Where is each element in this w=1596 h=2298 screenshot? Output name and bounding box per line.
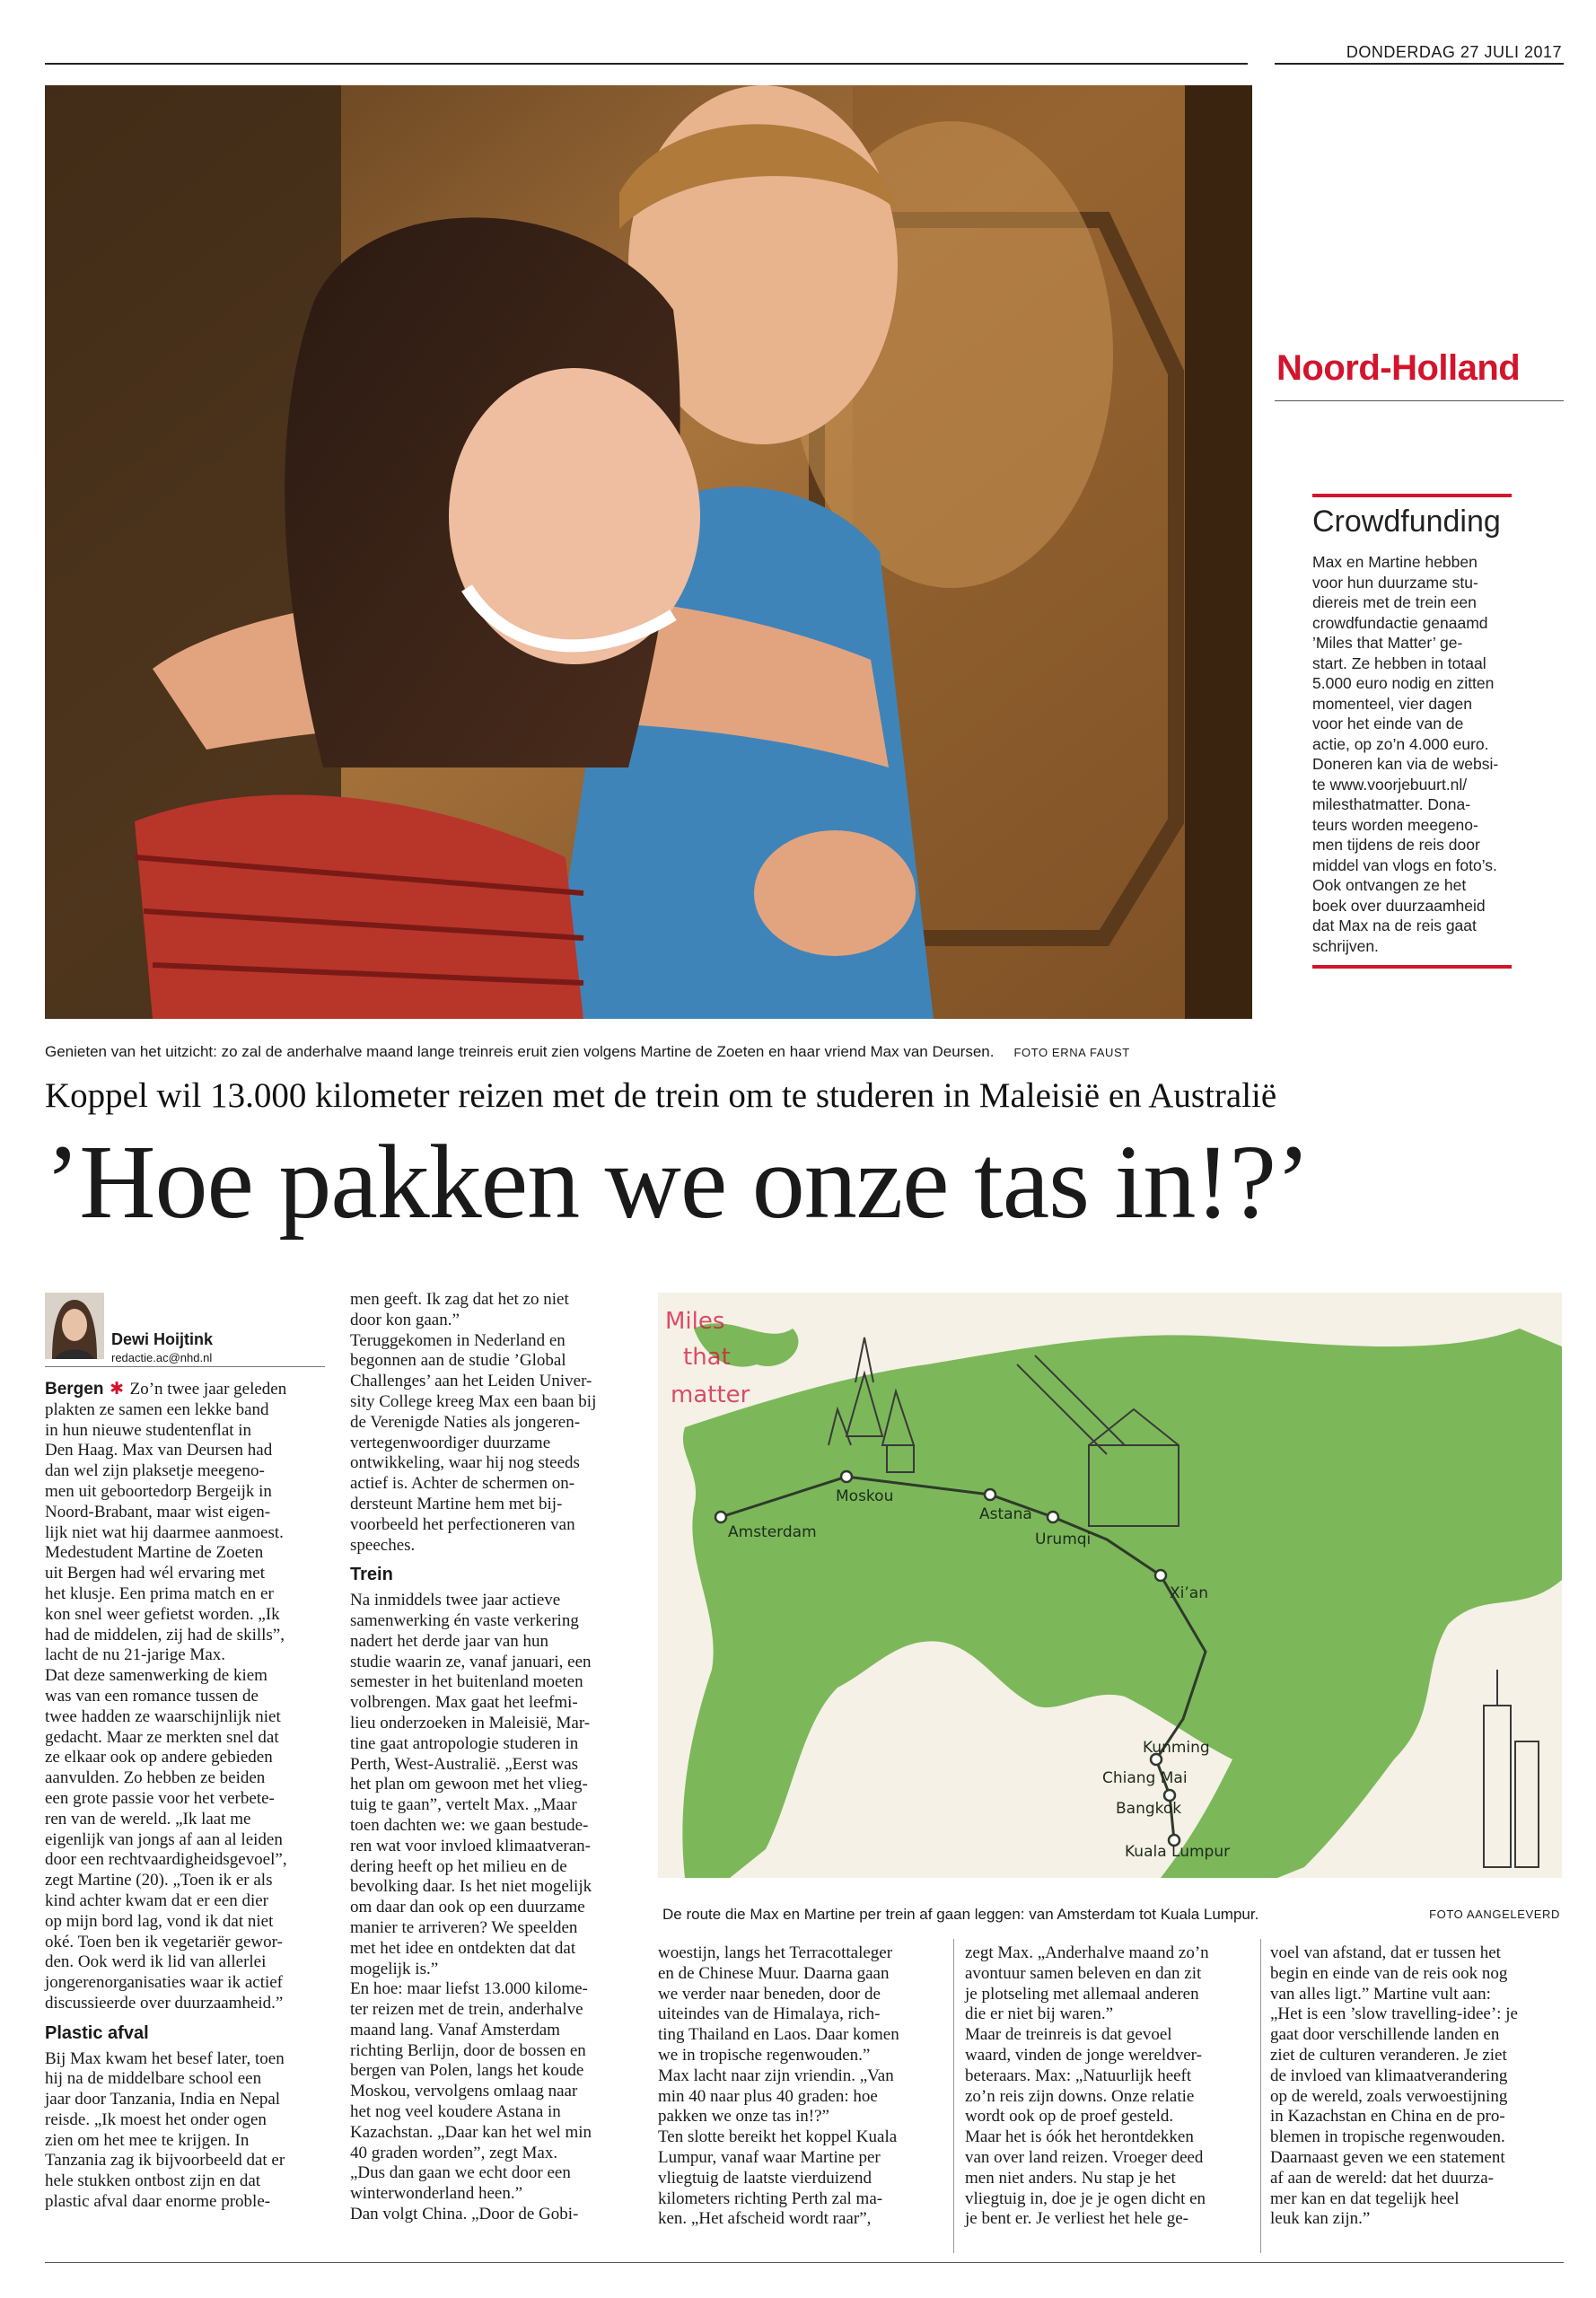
text-line: blemen in tropische regenwouden.	[1270, 2127, 1505, 2147]
text-line: ken. „Het afscheid wordt raar”,	[658, 2209, 872, 2229]
city-label: Chiang Mai	[1102, 1769, 1188, 1787]
text-line: plakten ze samen een lekke band	[45, 1399, 269, 1419]
crowdfunding-line: Ook ontvangen ze het	[1312, 876, 1467, 894]
text-line: studie waarin ze, vanaf januari, een	[350, 1652, 592, 1671]
text-line: discussieerde over duurzaamheid.”	[45, 1993, 284, 2013]
text-line: op mijn bord lag, vond ik dat niet	[45, 1911, 274, 1931]
text-line: manier te arriveren? We speelden	[350, 1917, 578, 1937]
text-line: leuk kan zijn.”	[1270, 2209, 1371, 2229]
text-line: dersteunt Martine hem met bij-	[350, 1494, 563, 1513]
byline-rule	[45, 1366, 325, 1367]
photo-caption	[45, 1043, 1302, 1061]
text-line: aanvulden. Zo hebben ze beiden	[45, 1768, 266, 1788]
text-line: nadert het derde jaar van hun	[350, 1631, 549, 1651]
crowdfunding-line: start. Ze hebben in totaal	[1312, 653, 1486, 672]
city-label: Kunming	[1143, 1739, 1210, 1757]
text-line: Na inmiddels twee jaar actieve	[350, 1591, 561, 1610]
text-line: bergen van Polen, langs het koude	[350, 2061, 584, 2081]
issue-date: DONDERDAG 27 JULI 2017	[1346, 43, 1562, 61]
crowdfunding-line: te www.voorjebuurt.nl/	[1312, 775, 1468, 794]
top-rule-left	[45, 63, 1248, 65]
text-line: Bij Max kwam het besef later, toen	[45, 2048, 285, 2068]
text-line: Challenges’ aan het Leiden Univer-	[350, 1372, 592, 1391]
article-paragraph	[45, 2049, 332, 2213]
text-line: het nog veel koudere Astana in	[350, 2102, 561, 2122]
text-line: dan wel zijn plaksetje meegeno-	[45, 1461, 265, 1481]
map-caption	[662, 1906, 1560, 1924]
article-column-3	[658, 1943, 945, 2230]
map-caption-text: De route die Max en Martine per trein af gaan leggen: van Amsterdam tot Kuala Lumpur.	[662, 1906, 1259, 1923]
route-map	[658, 1293, 1562, 1878]
crowdfunding-box	[1312, 494, 1512, 969]
text-line: jongerenorganisaties waar ik actief	[45, 1973, 284, 1993]
subheading-plastic-afval: Plastic afval	[45, 2022, 149, 2043]
text-line: Maar de treinreis is dat gevoel	[965, 2025, 1172, 2045]
text-line: we in tropische regenwouden.”	[658, 2045, 871, 2065]
text-line: avontuur samen beleven en dan zit	[965, 1963, 1202, 1983]
text-line: dering heeft op het milieu en de	[350, 1856, 567, 1876]
text-line: winterwonderland heen.”	[350, 2184, 523, 2204]
text-line: oké. Toen ben ik vegetariër gewor-	[45, 1932, 283, 1952]
text-line: vliegtuig in, doe je je ogen dicht en	[965, 2188, 1206, 2208]
text-line: het plan om gewoon met het vlieg-	[350, 1775, 588, 1794]
text-line: ting Thailand en Laos. Daar komen	[658, 2025, 899, 2045]
text-line: wordt ook op de proef gesteld.	[965, 2107, 1174, 2127]
article-headline: ’Hoe pakken we onze tas in!?’	[45, 1123, 1311, 1241]
text-line: lacht de nu 21-jarige Max.	[45, 1645, 226, 1665]
crowdfunding-line: boek over duurzaamheid	[1312, 896, 1486, 915]
text-line: semester in het buitenland moeten	[350, 1672, 583, 1692]
text-line: „Dus dan gaan we echt door een	[350, 2163, 571, 2183]
text-line: hij na de middelbare school een	[45, 2069, 262, 2089]
text-line: uit Bergen had wél ervaring met	[45, 1564, 265, 1583]
text-line: met het idee en ontdekten dat dat	[350, 1938, 576, 1958]
text-line: ze elkaar ook op andere gebieden	[45, 1748, 273, 1767]
text-line: toen dachten we: we gaan bestude-	[350, 1815, 589, 1835]
crowdfunding-line: milesthatmatter. Dona-	[1312, 795, 1471, 813]
crowdfunding-line: actie, op zo’n 4.000 euro.	[1312, 734, 1489, 753]
text-line: zien om het mee te krijgen. In	[45, 2130, 250, 2150]
crowdfunding-line: crowdfundactie genaamd	[1312, 613, 1488, 632]
text-line: gaat door verschillende landen en	[1270, 2025, 1500, 2045]
text-line: lieu onderzoeken in Maleisië, Mar-	[350, 1713, 591, 1732]
text-line: je bent er. Je verliest het hele ge-	[965, 2209, 1189, 2229]
text-line: Perth, West-Australië. „Eerst was	[350, 1754, 579, 1774]
text-line: de invloed van klimaatverandering	[1270, 2066, 1508, 2085]
article-column-2	[350, 1290, 646, 2225]
text-line: Moskou, vervolgens omlaag naar	[350, 2082, 578, 2101]
text-line: de Verenigde Naties als jongeren-	[350, 1412, 581, 1432]
text-line: Teruggekomen in Nederland en	[350, 1330, 566, 1350]
article-paragraph	[350, 1591, 646, 2225]
text-line: begonnen aan de studie ’Global	[350, 1351, 566, 1371]
text-line: Tanzania zag ik bijvoorbeeld dat er	[45, 2151, 285, 2171]
text-line: eigenlijk van jongs af aan al leiden	[45, 1829, 283, 1849]
text-line: vertegenwoordiger duurzame	[350, 1433, 551, 1452]
text-line: men niet anders. Nu stap je het	[965, 2168, 1176, 2188]
article-paragraph	[965, 1943, 1252, 2230]
text-line: voorbeeld het perfectioneren van	[350, 1514, 575, 1534]
text-line: maand lang. Vanaf Amsterdam	[350, 2020, 560, 2039]
text-line: voel van afstand, dat er tussen het	[1270, 1943, 1501, 1962]
crowdfunding-line: middel van vlogs en foto’s.	[1312, 855, 1497, 874]
text-line: Kazachstan. „Daar kan het wel min	[350, 2122, 592, 2142]
text-line: af aan de wereld: dat het duurza-	[1270, 2168, 1494, 2188]
text-line: het klusje. Een prima match en er	[45, 1583, 274, 1603]
text-line: een grote passie voor het verbete-	[45, 1788, 275, 1808]
dateline-star-icon: ✱	[103, 1379, 130, 1399]
crowdfunding-line: Max en Martine hebben	[1312, 553, 1478, 571]
text-line: door een rechtvaardigheidsgevoel”,	[45, 1850, 287, 1870]
text-line: mogelijk is.”	[350, 1959, 439, 1978]
crowdfunding-line: voor het einde van de	[1312, 715, 1464, 732]
crowdfunding-top-bar	[1312, 494, 1512, 497]
article-column-1	[45, 1379, 332, 2213]
crowdfunding-line: teurs worden meegeno-	[1312, 815, 1478, 834]
text-line: kilometers richting Perth zal ma-	[658, 2188, 883, 2208]
region-rule	[1275, 400, 1564, 401]
crowdfunding-line: Doneren kan via de websi-	[1312, 755, 1499, 773]
column-divider	[1260, 1939, 1261, 2253]
text-line: zegt Max. „Anderhalve maand zo’n	[965, 1943, 1209, 1962]
text-line: Dan volgt China. „Door de Gobi-	[350, 2205, 579, 2224]
couple-photo-illustration	[45, 85, 1252, 1019]
text-line: zegt Martine (20). „Toen ik er als	[45, 1871, 273, 1890]
crowdfunding-line: schrijven.	[1312, 936, 1379, 955]
text-line: pakken we onze tas in!?”	[658, 2107, 829, 2127]
text-line: uiteindes van de Himalaya, rich-	[658, 2004, 881, 2024]
text-line: hele stukken ontbost zijn en dat	[45, 2171, 261, 2191]
text-line: tine gaat antropologie studeren in	[350, 1733, 579, 1753]
text-line: ren van de wereld. „Ik laat me	[45, 1809, 251, 1829]
article-paragraph	[45, 1379, 332, 2014]
text-line: in Kazachstan en China en de pro-	[1270, 2107, 1505, 2127]
text-line: in hun nieuwe studentenflat in	[45, 1420, 252, 1440]
city-label: Moskou	[836, 1487, 894, 1505]
text-line: die er niet bij waren.”	[965, 2004, 1114, 2024]
crowdfunding-line: 5.000 euro nodig en zitten	[1312, 674, 1495, 692]
text-line: je plotseling met allemaal anderen	[965, 1984, 1199, 2004]
city-label: Kuala Lumpur	[1125, 1843, 1231, 1861]
city-label: Amsterdam	[728, 1523, 817, 1541]
text-line: men uit geboortedorp Bergeijk in	[45, 1481, 272, 1501]
city-label: Urumqi	[1035, 1531, 1092, 1548]
text-line: „Het is een ’slow travelling-idee’: je	[1270, 2004, 1518, 2024]
text-line: sity College kreeg Max een baan bij	[350, 1391, 597, 1411]
author-email[interactable]: redactie.ac@nhd.nl	[111, 1351, 213, 1364]
text-line: volbrengen. Max gaat het leefmi-	[350, 1693, 578, 1713]
article-paragraph	[1270, 1943, 1566, 2230]
text-line: richting Berlijn, door de bossen en	[350, 2040, 586, 2060]
text-line: Den Haag. Max van Deursen had	[45, 1441, 273, 1460]
text-line: Lumpur, vanaf waar Martine per	[658, 2147, 881, 2167]
article-column-4	[965, 1943, 1252, 2230]
text-line: mer kan en dat tegelijk heel	[1270, 2188, 1460, 2208]
article-paragraph	[658, 1943, 945, 2230]
text-line: Maar het is óók het herontdekken	[965, 2127, 1194, 2147]
text-line: twee hadden ze waarschijnlijk niet	[45, 1706, 281, 1726]
text-line: waard, vinden de jonge wereldver-	[965, 2045, 1202, 2065]
text-line: om daar dan ook op een duurzame	[350, 1898, 585, 1917]
map-title-line-1: Miles	[665, 1308, 725, 1335]
photo-caption-text: Genieten van het uitzicht: zo zal de anderhalve maand lange treinreis eruit zien volgens Martine de Zoeten en haar vriend Max van Deursen.	[45, 1043, 995, 1060]
text-line: woestijn, langs het Terracottaleger	[658, 1943, 893, 1962]
bottom-rule	[45, 2262, 1564, 2263]
text-line: ziet de culturen veranderen. Je ziet	[1270, 2045, 1507, 2065]
subheading-trein: Trein	[350, 1565, 393, 1585]
column-divider	[953, 1939, 954, 2253]
text-line: plastic afval daar enorme proble-	[45, 2192, 271, 2212]
crowdfunding-line: diereis met de trein een	[1312, 593, 1477, 611]
crowdfunding-line: dat Max na de reis gaat	[1312, 917, 1477, 934]
crowdfunding-line: voor hun duurzame stu-	[1312, 573, 1478, 592]
city-label: Xi’an	[1170, 1584, 1208, 1602]
text-line: beteraars. Max: „Natuurlijk heeft	[965, 2066, 1192, 2085]
text-line: op de wereld, zoals verwoestijning	[1270, 2086, 1508, 2106]
text-line: actief is. Achter de schermen on-	[350, 1474, 575, 1494]
crowdfunding-line: men tijdens de reis door	[1312, 836, 1480, 854]
text-line: samenwerking én vaste verkering	[350, 1610, 579, 1630]
main-photo	[45, 85, 1252, 1019]
text-line: Dat deze samenwerking de kiem	[45, 1666, 267, 1686]
text-line: Medestudent Martine de Zoeten	[45, 1543, 264, 1563]
text-line: 40 graden worden”, zegt Max.	[350, 2143, 558, 2162]
text-line: was van een romance tussen de	[45, 1686, 259, 1706]
article-paragraph	[350, 1290, 646, 1556]
text-line: en de Chinese Muur. Daarna gaan	[658, 1963, 890, 1983]
text-line: den. Ook werd ik lid van allerlei	[45, 1952, 267, 1972]
crowdfunding-line: ’Miles that Matter’ ge-	[1312, 634, 1463, 652]
text-line: had de middelen, zij had de skills”,	[45, 1625, 285, 1645]
text-line: Ten slotte bereikt het koppel Kuala	[658, 2127, 898, 2147]
text-line: tuig te gaan”, vertelt Max. „Maar	[350, 1795, 577, 1815]
map-title-line-3: matter	[671, 1381, 750, 1408]
text-line: Daarnaast geven we een statement	[1270, 2147, 1505, 2167]
photo-credit: FOTO ERNA FAUST	[1013, 1046, 1130, 1059]
text-line: begin en einde van de reis ook nog	[1270, 1963, 1508, 1983]
map-credit: FOTO AANGELEVERD	[1429, 1908, 1560, 1921]
text-line: En hoe: maar liefst 13.000 kilome-	[350, 1979, 588, 1999]
author-name: Dewi Hoijtink	[111, 1330, 214, 1348]
text-line: gedacht. Maar ze merkten snel dat	[45, 1727, 279, 1747]
city-label: Astana	[979, 1505, 1032, 1523]
text-line: zo’n reis zijn downs. Onze relatie	[965, 2086, 1195, 2106]
text-line: Max lacht naar zijn vriendin. „Van	[658, 2066, 894, 2085]
text-line: ontwikkeling, waar hij nog steeds	[350, 1453, 580, 1473]
dateline: Bergen	[45, 1380, 104, 1399]
text-line: vliegtuig de laatste vierduizend	[658, 2168, 872, 2188]
crowdfunding-line: momenteel, vier dagen	[1312, 694, 1473, 713]
text-line: door kon gaan.”	[350, 1310, 460, 1329]
city-label: Bangkok	[1116, 1800, 1182, 1818]
crowdfunding-bottom-bar	[1312, 965, 1512, 969]
top-rule-right	[1275, 63, 1564, 65]
text-line: men geeft. Ik zag dat het zo niet	[350, 1290, 569, 1309]
map-title-line-2: that	[683, 1344, 731, 1371]
text-line: min 40 naar plus 40 graden: hoe	[658, 2086, 878, 2106]
route-map-illustration	[658, 1293, 1562, 1878]
text-line: reisde. „Ik moest het onder ogen	[45, 2109, 267, 2129]
region-label: Noord-Holland	[1276, 348, 1521, 388]
text-line: speeches.	[350, 1535, 416, 1555]
text-line: lijk niet wat hij daarmee aanmoest.	[45, 1522, 284, 1542]
text-line: kind achter kwam dat er een dier	[45, 1890, 268, 1910]
text-line: ren wat voor invloed klimaatveran-	[350, 1836, 592, 1855]
text-line: bevolking daar. Is het niet mogelijk	[350, 1877, 592, 1897]
text-line: we verder naar beneden, door de	[658, 1984, 881, 2004]
text-line: Noord-Brabant, maar wist eigen-	[45, 1502, 271, 1522]
article-column-5	[1270, 1943, 1566, 2230]
text-line: jaar door Tanzania, India en Nepal	[45, 2090, 281, 2109]
author-avatar	[45, 1293, 104, 1359]
text-line: van alles ligt.” Martine vult aan:	[1270, 1984, 1491, 2004]
text-line: Zo’n twee jaar geleden	[129, 1380, 287, 1399]
article-kicker: Koppel wil 13.000 kilometer reizen met de trein om te studeren in Maleisië en Australië	[45, 1076, 1277, 1115]
text-line: ter reizen met de trein, anderhalve	[350, 2000, 583, 2020]
crowdfunding-title: Crowdfunding	[1312, 504, 1501, 539]
crowdfunding-text	[1312, 552, 1512, 956]
text-line: van over land reizen. Vroeger deed	[965, 2147, 1204, 2167]
text-line: kon snel weer gefietst worden. „Ik	[45, 1604, 280, 1624]
